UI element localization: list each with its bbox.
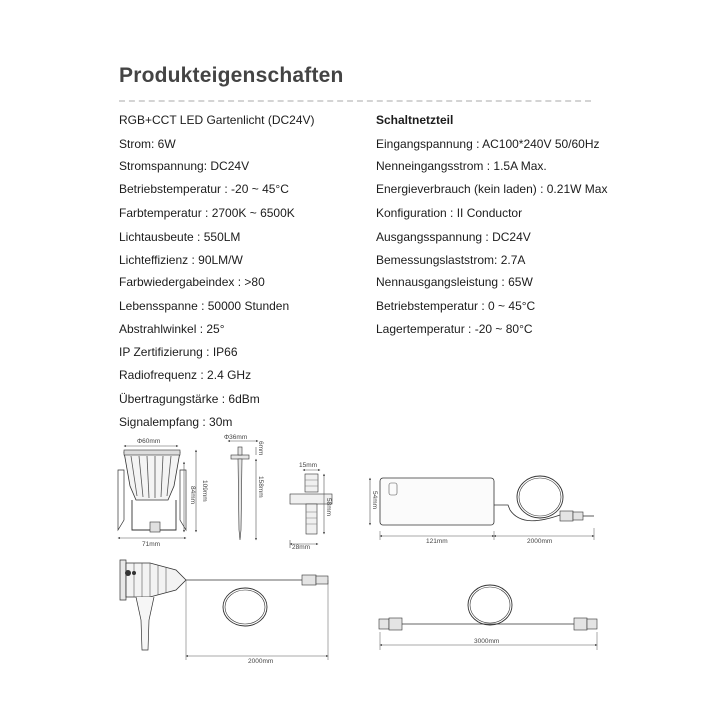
spec-radio-frequency: Radiofrequenz : 2.4 GHz bbox=[119, 368, 252, 382]
spec-cri: Farbwiedergabeindex : >80 bbox=[119, 275, 265, 289]
spec-beam-angle: Abstrahlwinkel : 25° bbox=[119, 322, 225, 336]
dim-connector-width: 15mm bbox=[299, 462, 318, 469]
spec-input-voltage: Eingangspannung : AC100*240V 50/60Hz bbox=[376, 137, 600, 151]
spec-psu-operating-temp: Betriebstemperatur : 0 ~ 45°C bbox=[376, 299, 536, 313]
dim-psu-length: 121mm bbox=[426, 538, 448, 545]
spec-color-temp: Farbtemperatur : 2700K ~ 6500K bbox=[119, 206, 295, 220]
spec-transmit-power: Übertragungstärke : 6dBm bbox=[119, 392, 260, 406]
dim-lamp-width: 71mm bbox=[142, 541, 161, 548]
spec-output-voltage: Ausgangsspannung : DC24V bbox=[376, 230, 531, 244]
spec-input-current: Nenneingangsstrom : 1.5A Max. bbox=[376, 159, 547, 173]
spec-output-power: Nennausgangsleistung : 65W bbox=[376, 275, 533, 289]
spec-rated-current: Bemessungslaststrom: 2.7A bbox=[376, 253, 526, 267]
spec-power: Strom: 6W bbox=[119, 137, 176, 151]
dim-spike-tip: 6mm bbox=[257, 441, 264, 456]
dim-lamp-diameter: Φ60mm bbox=[137, 438, 161, 445]
dim-connector-depth: 28mm bbox=[292, 544, 311, 551]
dim-lamp-height: 109mm bbox=[201, 480, 208, 502]
psu-heading: Schaltnetzteil bbox=[376, 113, 454, 127]
spec-product-name: RGB+CCT LED Gartenlicht (DC24V) bbox=[119, 113, 315, 127]
spec-voltage: Stromspannung: DC24V bbox=[119, 159, 250, 173]
dim-extension-cable: 3000mm bbox=[474, 638, 500, 645]
spec-ip-rating: IP Zertifizierung : IP66 bbox=[119, 345, 238, 359]
spec-signal-range: Signalempfang : 30m bbox=[119, 415, 233, 429]
spec-lifespan: Lebensspanne : 50000 Stunden bbox=[119, 299, 290, 313]
lamp-front-drawing bbox=[118, 438, 208, 548]
extension-cable-drawing bbox=[379, 585, 597, 650]
ground-spike-drawing bbox=[224, 434, 264, 540]
spec-efficacy: Lichteffizienz : 90LM/W bbox=[119, 253, 243, 267]
spec-configuration: Konfiguration : II Conductor bbox=[376, 206, 523, 220]
spec-operating-temp: Betriebstemperatur : -20 ~ 45°C bbox=[119, 182, 289, 196]
dim-spike-length: 158mm bbox=[257, 476, 264, 498]
dim-lamp-body-height: 84mm bbox=[189, 486, 196, 505]
dim-lamp-cable: 2000mm bbox=[248, 658, 274, 665]
spec-luminous-flux: Lichtausbeute : 550LM bbox=[119, 230, 241, 244]
spec-storage-temp: Lagertemperatur : -20 ~ 80°C bbox=[376, 322, 533, 336]
spec-no-load-consumption: Energieverbrauch (kein laden) : 0.21W Max bbox=[376, 182, 608, 196]
dim-psu-height: 54mm bbox=[371, 491, 378, 510]
power-supply-drawing bbox=[370, 476, 594, 545]
lamp-side-drawing bbox=[120, 560, 328, 665]
dim-connector-height: 58mm bbox=[325, 498, 332, 517]
page-title: Produkteigenschaften bbox=[119, 64, 344, 87]
connector-drawing bbox=[290, 462, 332, 551]
dim-spike-diameter: Φ36mm bbox=[224, 434, 248, 441]
dim-psu-cable: 2000mm bbox=[527, 538, 553, 545]
